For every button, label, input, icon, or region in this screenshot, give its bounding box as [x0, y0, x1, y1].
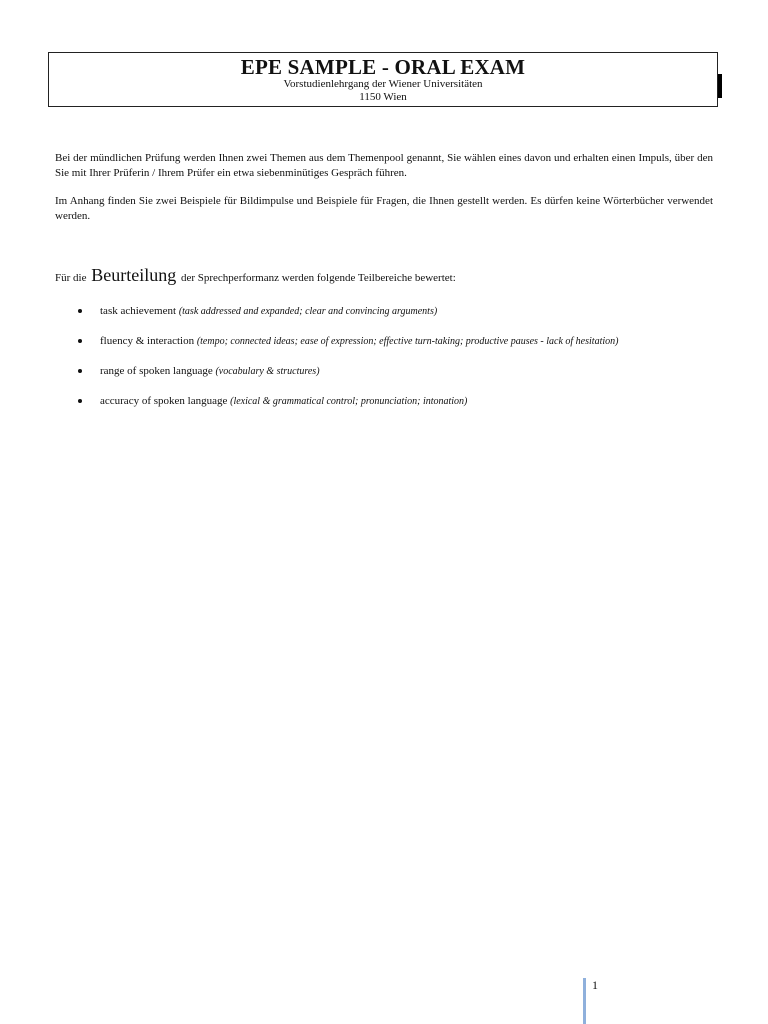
- institution-name: Vorstudienlehrgang der Wiener Universitäten: [283, 78, 483, 90]
- assessment-intro: [55, 264, 456, 289]
- criterion-item: [0, 302, 768, 320]
- criterion-detail: (tempo; connected ideas; ease of expression; effective turn-taking; productive pauses - lack of hesitation): [196, 336, 619, 347]
- bullet-icon: [78, 369, 82, 373]
- page-number: 1: [592, 978, 598, 992]
- bullet-icon: [78, 399, 82, 403]
- assessment-lead-before: Für die: [55, 272, 87, 284]
- document-title: EPE SAMPLE - ORAL EXAM: [240, 55, 526, 79]
- document-header: [48, 52, 718, 107]
- assessment-keyword: Beurteilung: [91, 265, 177, 285]
- page-edge-mark: [718, 74, 722, 98]
- bullet-icon: [78, 309, 82, 313]
- criterion-item: [0, 362, 768, 380]
- intro-paragraph-1: Bei der mündlichen Prüfung werden Ihnen zwei Themen aus dem Themenpool genannt, Sie wählen eines davon und erhalten einen Impuls, über den Sie mit Ihrer Prüferin / Ihrem Prüfer ein etwa siebenminütiges Gespräch führen.: [55, 152, 713, 179]
- criterion-label: fluency & interaction: [100, 335, 195, 347]
- intro-paragraph-2: Im Anhang finden Sie zwei Beispiele für Bildimpulse und Beispiele für Fragen, die Ihnen gestellt werden. Es dürfen keine Wörterbücher verwendet werden.: [55, 195, 713, 222]
- criterion-item: [0, 392, 768, 410]
- bullet-icon: [78, 339, 82, 343]
- assessment-lead-after: der Sprechperformanz werden folgende Teilbereiche bewertet:: [180, 272, 456, 284]
- institution-location: 1150 Wien: [359, 91, 407, 103]
- criterion-detail: (lexical & grammatical control; pronunciation; intonation): [230, 396, 468, 407]
- criterion-label: task achievement: [100, 305, 177, 317]
- criterion-label: range of spoken language: [100, 365, 213, 377]
- criterion-detail: (vocabulary & structures): [215, 366, 320, 377]
- criterion-label: accuracy of spoken language: [100, 395, 228, 407]
- page-number-divider: [583, 978, 586, 1024]
- criterion-item: [0, 332, 768, 350]
- criterion-detail: (task addressed and expanded; clear and convincing arguments): [178, 306, 438, 317]
